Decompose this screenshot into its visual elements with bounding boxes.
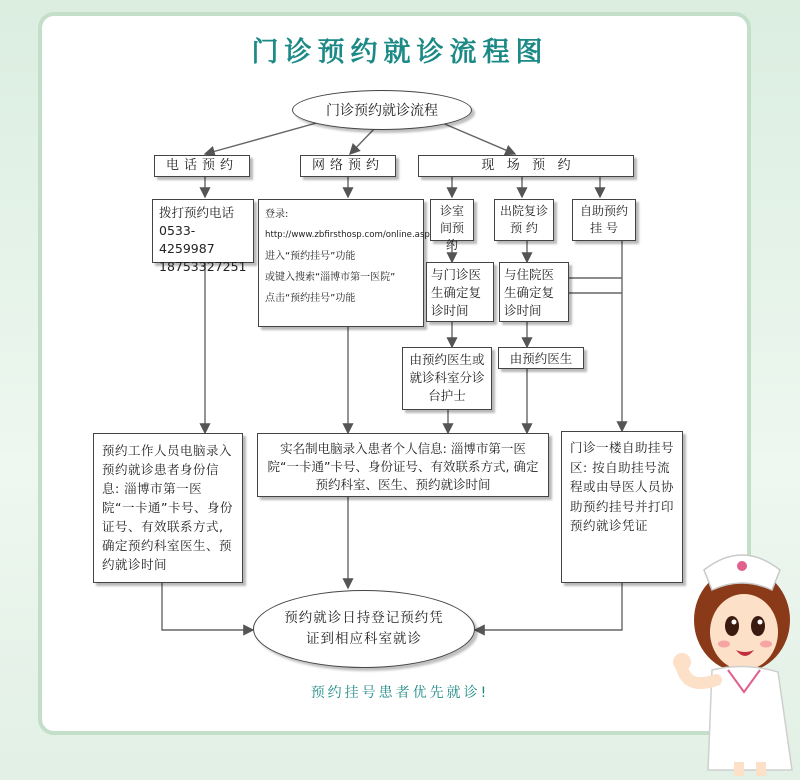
realname-registration-box: 实名制电脑录入患者个人信息: 淄博市第一医院“一卡通”卡号、身份证号、有效联系方式, 确定预约科室、医生、预约就诊时间	[257, 433, 549, 497]
clinic-appointment-box: 诊室间预约	[430, 199, 474, 241]
phone-appointment-header: 电话预约	[154, 155, 250, 177]
onsite-appointment-header: 现 场 预 约	[418, 155, 634, 177]
web-box	[258, 199, 430, 327]
web-login-label: 登录:	[265, 209, 289, 220]
web-appointment-header: 网络预约	[300, 155, 396, 177]
footer-slogan: 预约挂号患者优先就诊!	[310, 685, 490, 701]
self-service-area-box: 门诊一楼自助挂号区: 按自助挂号流程或由导医人员协助预约挂号并打印预约就诊凭证	[561, 431, 683, 583]
phone-box-text: 拨打预约电话	[159, 205, 235, 220]
self-service-appointment-box: 自助预约挂 号	[572, 199, 636, 241]
nurse-handler-box: 由预约医生或就诊科室分诊台护士	[402, 347, 492, 410]
web-step-1: 进入“预约挂号”功能	[265, 251, 356, 262]
phone-box	[152, 199, 254, 274]
web-step-2: 或键入搜索“淄博市第一医院”	[265, 272, 396, 283]
final-step-node: 预约就诊日持登记预约凭证到相应科室就诊	[253, 590, 475, 668]
nurse-mascot-illustration	[668, 540, 800, 780]
inpatient-doctor-box: 与住院医生确定复诊时间	[499, 262, 569, 322]
diagram-title: 门诊预约就诊流程图	[251, 37, 549, 68]
clinic-doctor-box: 与门诊医生确定复诊时间	[426, 262, 494, 322]
phone-registration-box: 预约工作人员电脑录入预约就诊患者身份信息: 淄博市第一医院“一卡通”卡号、身份证号、有效联系方式, 确定预约科室医生、预约就诊时间	[93, 433, 243, 583]
web-url: http://www.zbfirsthosp.com/online.asp	[265, 230, 430, 240]
doctor-handler-box: 由预约医生	[498, 347, 584, 369]
phone-number-2: 18753327251	[159, 259, 247, 274]
root-node: 门诊预约就诊流程	[292, 90, 472, 130]
phone-number-1: 0533-4259987	[159, 223, 215, 256]
web-step-3: 点击“预约挂号”功能	[265, 293, 356, 304]
discharge-appointment-box: 出院复诊预 约	[494, 199, 554, 241]
